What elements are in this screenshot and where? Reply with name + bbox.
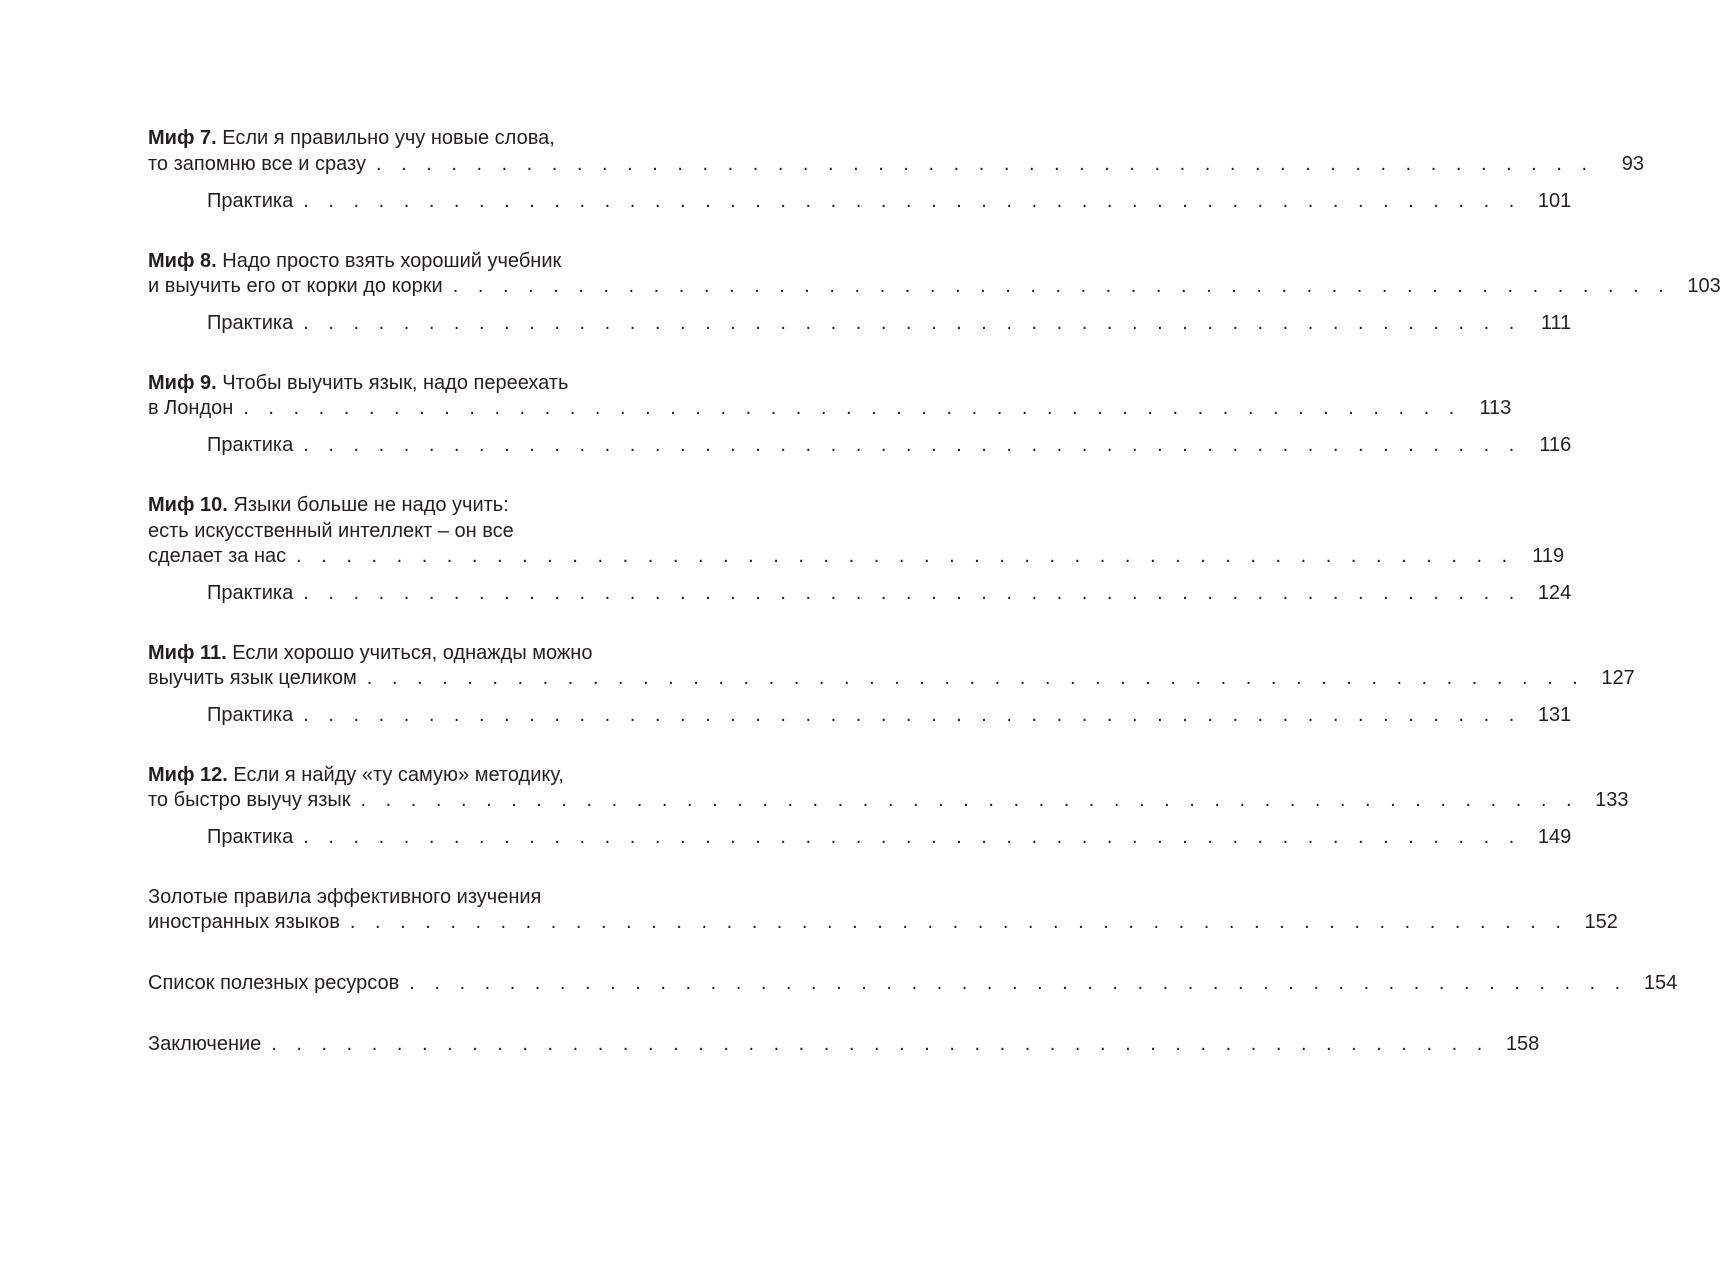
page-number: 131: [1537, 704, 1572, 726]
toc-entry-last-line[interactable]: [148, 151, 1644, 177]
page-number: 154: [1643, 972, 1678, 994]
dot-leader: . . . . . . . . . . . . . . . . . . . . . . . . . . . . . . . . . . . . . . . . . . . . . . . . .: [452, 275, 1671, 297]
toc-entry-last-line[interactable]: [148, 909, 1618, 935]
entry-title-line: Надо просто взять хороший учебник: [222, 250, 562, 272]
toc-entry-heading: [148, 248, 738, 274]
page-number: 101: [1537, 190, 1572, 212]
dot-leader: . . . . . . . . . . . . . . . . . . . . . . . . . . . . . . . . . . . . . . . . . . . . . . . . .: [271, 1033, 1490, 1055]
dot-leader: . . . . . . . . . . . . . . . . . . . . . . . . . . . . . . . . . . . . . . . . . . . . . . . . .: [409, 972, 1628, 994]
practice-label: Практика: [207, 704, 294, 726]
dot-leader: . . . . . . . . . . . . . . . . . . . . . . . . . . . . . . . . . . . . . . . . . . . . . . . . .: [303, 434, 1522, 456]
toc-entry-last-line[interactable]: [148, 395, 1512, 421]
practice-label: Практика: [207, 582, 294, 604]
page-number: 116: [1539, 434, 1572, 456]
entry-title-line: есть искусственный интеллект – он все: [148, 520, 514, 542]
page-number: 124: [1537, 582, 1572, 604]
page-number: 93: [1621, 153, 1644, 175]
page-number: 111: [1540, 312, 1572, 334]
dot-leader: . . . . . . . . . . . . . . . . . . . . . . . . . . . . . . . . . . . . . . . . . . . . . . . . .: [366, 667, 1585, 689]
toc-entry-last-line[interactable]: [148, 1031, 1540, 1057]
toc-entry-heading: [148, 370, 738, 396]
page-number: 158: [1505, 1033, 1540, 1055]
toc-entry-last-line[interactable]: [148, 970, 1678, 996]
page-number: 133: [1595, 789, 1629, 811]
myth-label: Миф 8.: [148, 250, 217, 272]
entry-title-line: Если я правильно учу новые слова,: [222, 127, 555, 149]
toc-entry-last-line[interactable]: [148, 665, 1635, 691]
practice-label: Практика: [207, 312, 294, 334]
practice-label: Практика: [207, 826, 294, 848]
toc-entry-heading: [148, 640, 738, 666]
entry-title-line: Золотые правила эффективного изучения: [148, 886, 542, 908]
toc-entry-heading: [148, 492, 738, 518]
entry-title-line: выучить язык целиком: [148, 667, 357, 689]
myth-label: Миф 10.: [148, 494, 228, 516]
toc-entry-last-line[interactable]: [148, 273, 1721, 299]
entry-title-line: и выучить его от корки до корки: [148, 275, 443, 297]
practice-label: Практика: [207, 434, 294, 456]
entry-title-line: Языки больше не надо учить:: [233, 494, 509, 516]
myth-label: Миф 12.: [148, 764, 228, 786]
toc-entry-heading: [148, 125, 738, 151]
dot-leader: . . . . . . . . . . . . . . . . . . . . . . . . . . . . . . . . . . . . . . . . . . . . . . . . .: [303, 190, 1522, 212]
toc-entry-last-line[interactable]: [148, 543, 1565, 569]
dot-leader: . . . . . . . . . . . . . . . . . . . . . . . . . . . . . . . . . . . . . . . . . . . . . . . . .: [303, 312, 1522, 334]
toc-entry-last-line[interactable]: [148, 787, 1629, 813]
toc-practice-row[interactable]: [207, 432, 1572, 458]
myth-label: Миф 11.: [148, 642, 227, 664]
entry-title-line: Список полезных ресурсов: [148, 972, 400, 994]
page-number: 152: [1584, 911, 1618, 933]
toc-practice-row[interactable]: [207, 188, 1572, 214]
page-number: 103: [1687, 275, 1721, 297]
dot-leader: . . . . . . . . . . . . . . . . . . . . . . . . . . . . . . . . . . . . . . . . . . . . . . . . .: [303, 704, 1522, 726]
toc-entry-heading: [148, 762, 738, 788]
entry-title-line: Чтобы выучить язык, надо переехать: [222, 372, 569, 394]
dot-leader: . . . . . . . . . . . . . . . . . . . . . . . . . . . . . . . . . . . . . . . . . . . . . . . . .: [303, 826, 1522, 848]
myth-label: Миф 9.: [148, 372, 217, 394]
practice-label: Практика: [207, 190, 294, 212]
toc-practice-row[interactable]: [207, 580, 1572, 606]
page-number: 119: [1532, 545, 1565, 567]
entry-title-line: Заключение: [148, 1033, 262, 1055]
dot-leader: . . . . . . . . . . . . . . . . . . . . . . . . . . . . . . . . . . . . . . . . . . . . . . . . .: [360, 789, 1579, 811]
toc-entry-heading: [148, 884, 738, 910]
entry-title-line: Если хорошо учиться, однажды можно: [232, 642, 593, 664]
dot-leader: . . . . . . . . . . . . . . . . . . . . . . . . . . . . . . . . . . . . . . . . . . . . . . . . .: [349, 911, 1568, 933]
toc-practice-row[interactable]: [207, 702, 1572, 728]
entry-title-line: Если я найду «ту самую» методику,: [233, 764, 564, 786]
myth-label: Миф 7.: [148, 127, 217, 149]
dot-leader: . . . . . . . . . . . . . . . . . . . . . . . . . . . . . . . . . . . . . . . . . . . . . . . . .: [376, 153, 1594, 175]
entry-title-line: то запомню все и сразу: [148, 153, 366, 175]
entry-title-line: сделает за нас: [148, 545, 287, 567]
entry-title-line: в Лондон: [148, 397, 234, 419]
toc-entry-line: [148, 518, 738, 544]
dot-leader: . . . . . . . . . . . . . . . . . . . . . . . . . . . . . . . . . . . . . . . . . . . . . . . . .: [243, 397, 1462, 419]
page-number: 149: [1537, 826, 1572, 848]
page-number: 113: [1479, 397, 1512, 419]
entry-title-line: то быстро выучу язык: [148, 789, 351, 811]
toc-practice-row[interactable]: [207, 310, 1572, 336]
dot-leader: . . . . . . . . . . . . . . . . . . . . . . . . . . . . . . . . . . . . . . . . . . . . . . . . .: [296, 545, 1515, 567]
toc-practice-row[interactable]: [207, 824, 1572, 850]
entry-title-line: иностранных языков: [148, 911, 340, 933]
dot-leader: . . . . . . . . . . . . . . . . . . . . . . . . . . . . . . . . . . . . . . . . . . . . . . . . .: [303, 582, 1522, 604]
page-number: 127: [1601, 667, 1635, 689]
